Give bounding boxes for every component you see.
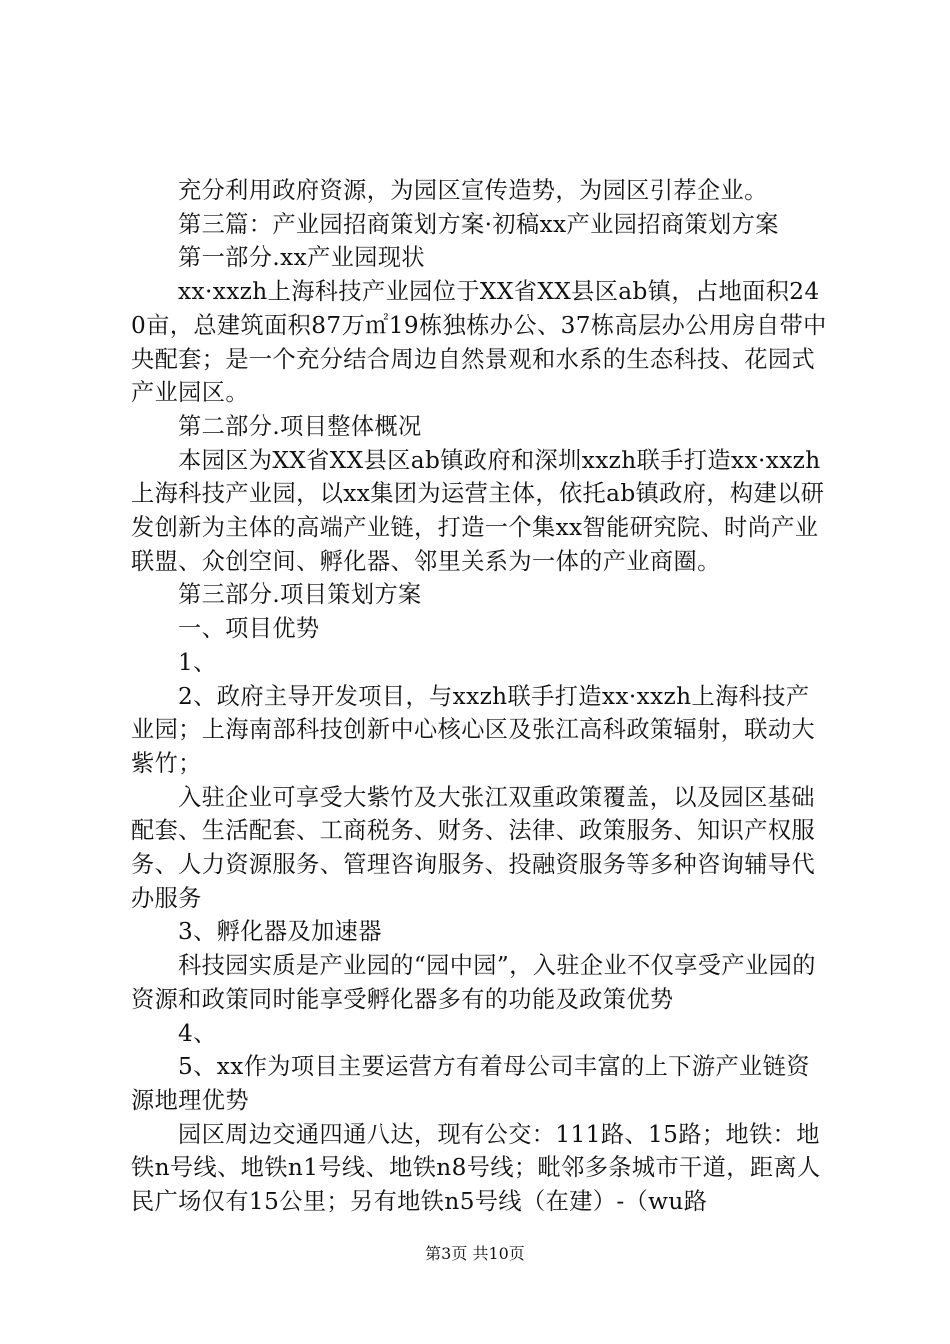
heading-advantages: 一、项目优势	[178, 615, 320, 643]
list-item-2: 2、政府主导开发项目，与xxzh联手打造xx·xxzh上海科技产业园；上海南部科技创新中心核心区及张江高科政策辐射，联动大紫竹；	[131, 682, 816, 777]
list-item-1: 1、	[178, 648, 217, 676]
paragraph-transport: 园区周边交通四通八达，现有公交：111路、15路；地铁：地铁n号线、地铁n1号线、地铁n8号线；毗邻多条城市干道，距离人民广场仅有15公里；另有地铁n5号线（在建）-（wu路	[131, 1120, 821, 1216]
page-footer: 第3页 共10页	[425, 1244, 525, 1263]
list-item-5: 5、xx作为项目主要运营方有着母公司丰富的上下游产业链资源地理优势	[131, 1053, 810, 1114]
heading-part3-plan: 第三部分.项目策划方案	[178, 581, 422, 609]
heading-part1: 第一部分.xx产业园现状	[178, 244, 426, 272]
paragraph-enterprise-benefits: 入驻企业可享受大紫竹及大张江双重政策覆盖，以及园区基础配套、生活配套、工商税务、财务、法律、政策服务、知识产权服务、人力资源服务、管理咨询服务、投融资服务等多种咨询辅导代办服务	[131, 783, 816, 912]
paragraph-incubator: 科技园实质是产业园的“园中园”，入驻企业不仅享受产业园的资源和政策同时能享受孵化器多有的功能及政策优势	[131, 952, 816, 1013]
paragraph-overview: 本园区为XX省XX县区ab镇政府和深圳xxzh联手打造xx·xxzh上海科技产业园，以xx集团为运营主体，依托ab镇政府，构建以研发创新为主体的高端产业链，打造一个集xx智能研究院、时尚产业联盟、众创空间、孵化器、邻里关系为一体的产业商圈。	[131, 446, 825, 575]
section-heading-part3: 第三篇：产业园招商策划方案·初稿xx产业园招商策划方案	[178, 210, 779, 238]
paragraph-park-status: xx·xxzh上海科技产业园位于XX省XX县区ab镇，占地面积240亩，总建筑面积87万㎡19栋独栋办公、37栋高层办公用房自带中央配套；是一个充分结合周边自然景观和水系的生态科技、花园式产业园区。	[131, 278, 827, 407]
list-item-3: 3、孵化器及加速器	[178, 918, 382, 946]
document-body	[131, 174, 831, 1219]
paragraph-intro: 充分利用政府资源，为园区宣传造势，为园区引荐企业。	[178, 177, 768, 204]
list-item-4: 4、	[178, 1019, 217, 1047]
heading-part2: 第二部分.项目整体概况	[178, 412, 422, 440]
